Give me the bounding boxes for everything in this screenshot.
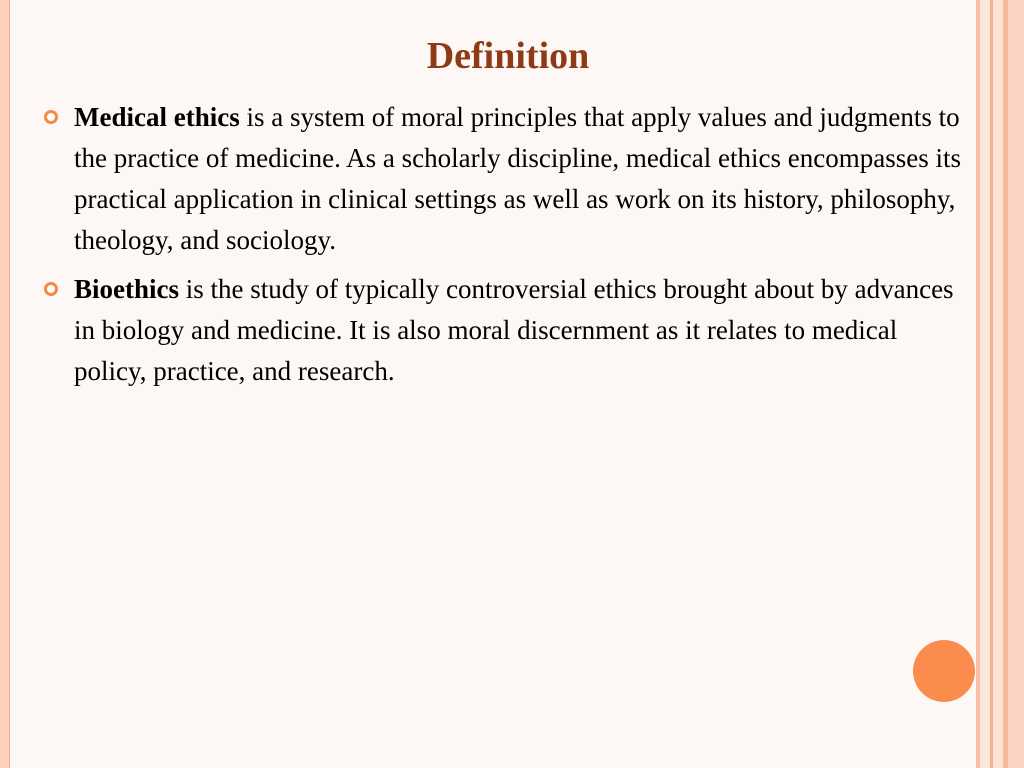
bullet-text: is a system of moral principles that apply values and judgments to the practice of medicine. As a scholarly discipline, medical ethics encompasses its practical application in clinical settings as well as work on its history, philosophy, theology, and sociology. [74, 102, 961, 255]
right-border-stripe [1008, 0, 1024, 768]
decorative-circle-icon [913, 640, 975, 702]
slide-title: Definition [426, 35, 590, 77]
bullet-circle-icon [44, 110, 58, 124]
left-border-stripe [0, 0, 10, 768]
bullet-item-medical-ethics [44, 97, 974, 261]
bullet-term: Bioethics [74, 274, 179, 304]
bullet-item-bioethics [44, 269, 974, 392]
bullet-list [44, 97, 974, 392]
bullet-circle-icon [44, 282, 58, 296]
bullet-term: Medical ethics [74, 102, 240, 132]
right-border-stripe [993, 0, 1003, 768]
bullet-text: is the study of typically controversial ethics brought about by advances in biology and medicine. It is also moral discernment as it relates to medical policy, practice, and research. [74, 274, 954, 386]
right-border-stripe [980, 0, 990, 768]
